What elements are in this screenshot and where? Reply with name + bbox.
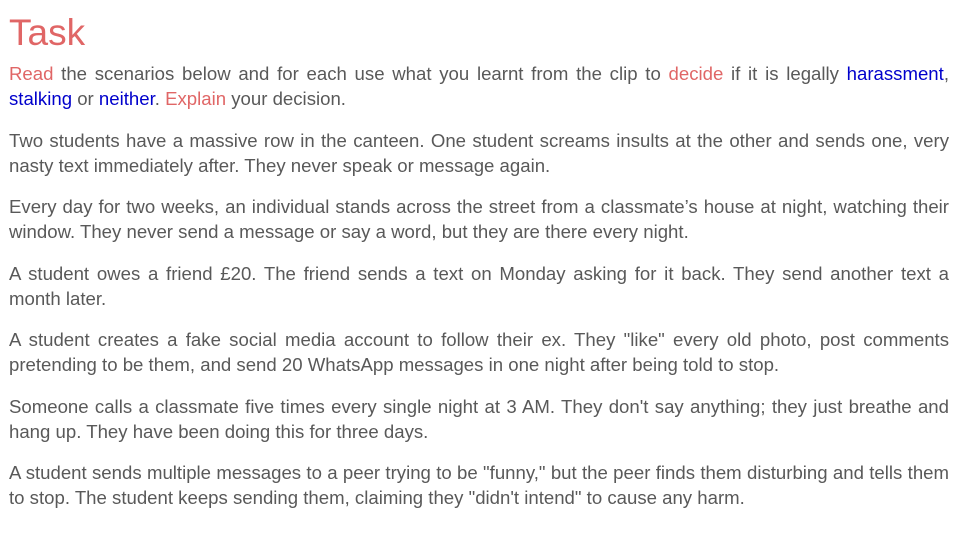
- scenario-5: Someone calls a classmate five times every single night at 3 AM. They don't say anything; they just breathe and hang up. They have been doing this for three days.: [9, 395, 949, 442]
- keyword-neither: neither: [98, 88, 155, 109]
- instructions-comma: ,: [943, 63, 949, 84]
- instructions-text-2: if it is legally: [723, 63, 847, 84]
- task-instructions: [9, 61, 949, 111]
- keyword-harassment: harassment: [846, 63, 944, 84]
- keyword-stalking: stalking: [9, 88, 73, 109]
- keyword-decide: decide: [668, 63, 724, 84]
- task-body: [9, 61, 949, 527]
- keyword-read: Read: [9, 63, 54, 84]
- instructions-text-1: the scenarios below and for each use what you learnt from the clip to: [53, 63, 669, 84]
- scenario-1: Two students have a massive row in the canteen. One student screams insults at the other and sends one, very nasty text immediately after. They never speak or message again.: [9, 129, 949, 176]
- scenario-2: Every day for two weeks, an individual stands across the street from a classmate’s house at night, watching their window. They never send a message or say a word, but they are there every night.: [9, 196, 949, 242]
- page-title: Task: [9, 12, 86, 53]
- instructions-period: .: [154, 88, 166, 109]
- scenario-3: A student owes a friend £20. The friend sends a text on Monday asking for it back. They send another text a month later.: [9, 262, 949, 309]
- instructions-or: or: [72, 88, 99, 109]
- scenario-6: A student sends multiple messages to a peer trying to be "funny," but the peer finds them disturbing and tells them to stop. The student keeps sending them, claiming they "didn't intend" to cause any harm.: [9, 462, 949, 508]
- scenario-4: A student creates a fake social media account to follow their ex. They "like" every old photo, post comments pretending to be them, and send 20 WhatsApp messages in one night after being told to stop.: [9, 329, 949, 375]
- keyword-explain: Explain: [165, 88, 227, 109]
- instructions-text-3: your decision.: [226, 88, 346, 109]
